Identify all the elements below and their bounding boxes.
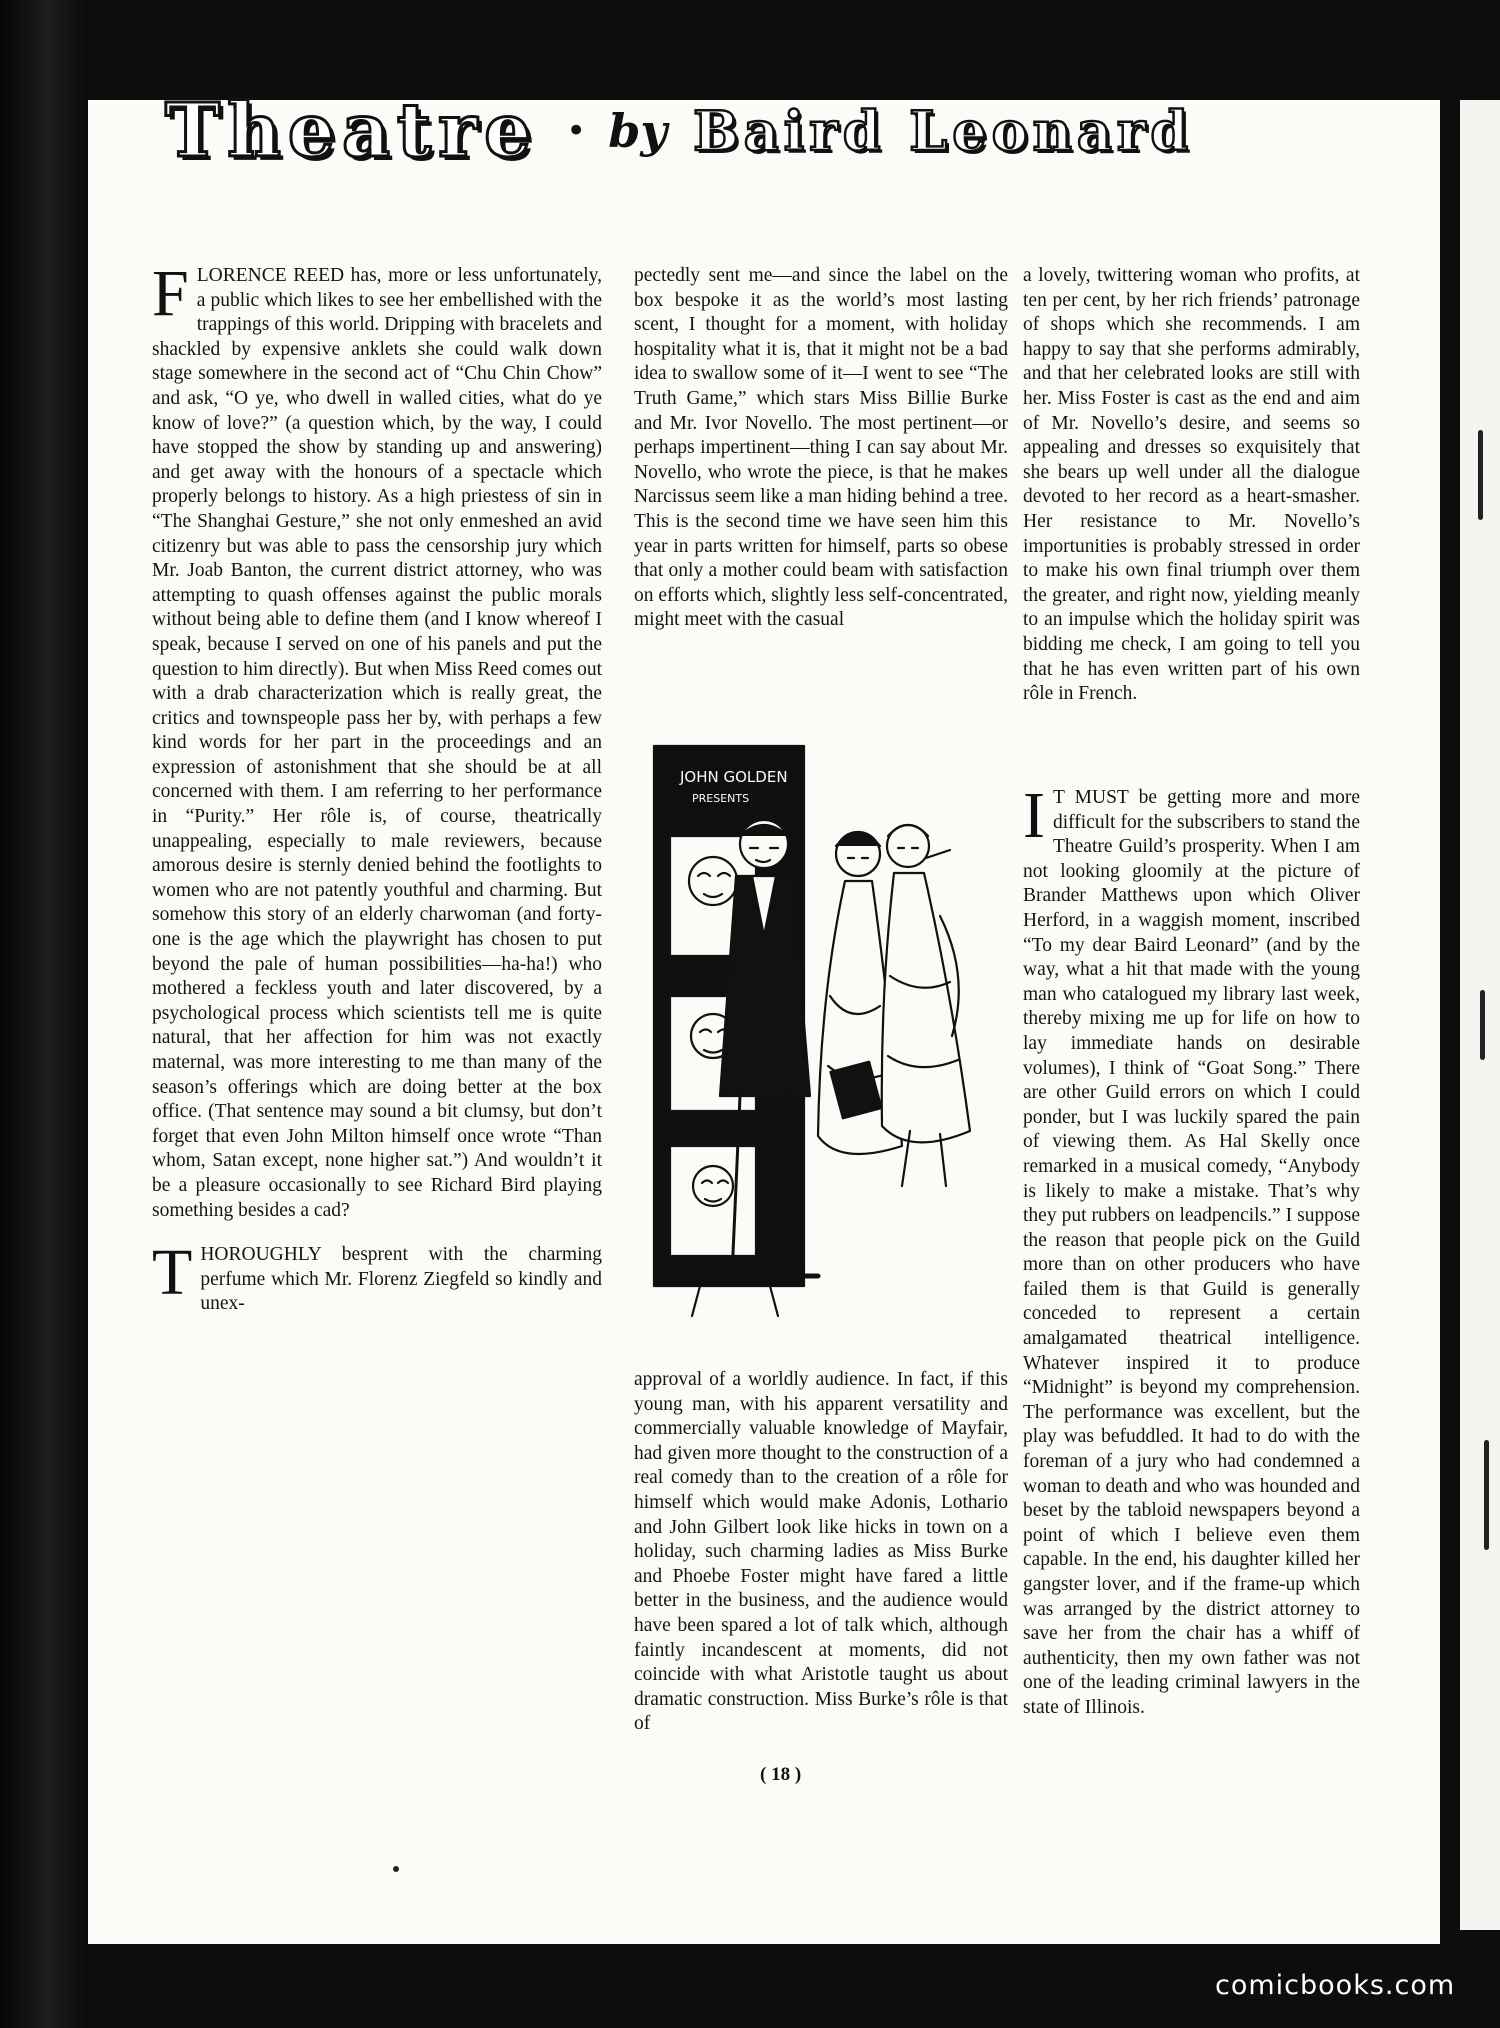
paragraph-theatre-guild	[1023, 779, 1360, 1721]
scan-left-edge	[0, 0, 88, 2028]
column-1	[152, 257, 602, 1317]
paragraph-text: HOROUGHLY besprent with the charming perfume which Mr. Florenz Ziegfeld so kindly and unex-	[200, 1244, 602, 1315]
paragraph-thoroughly	[152, 1236, 602, 1317]
facing-page-ink	[1484, 1440, 1489, 1550]
drop-cap: T	[152, 1236, 193, 1310]
paragraph-text: a lovely, twittering woman who profits, at ten per cent, by her rich friends’ patronage of shops which she recommends. I am happy to say that she performs admirably, and that her celebrated looks are still with her. Miss Foster is cast as the end and aim of Mr. Novello’s desire, and seems so appealing and dresses so exquisitely that she bears up well under all the dialogue devoted to her record as a heart-smasher. Her resistance to Mr. Novello’s importunities is probably stressed in order to make his own final triumph over them the greater, and right now, yielding meanly to an impulse which the holiday spirit was bidding me check, I am going to tell you that he has even written part of his own rôle in French.	[1023, 265, 1360, 705]
facing-page-ink	[1480, 990, 1485, 1060]
easel-leg	[692, 1286, 700, 1316]
column-3-bottom	[1023, 779, 1360, 1721]
column-2-top	[634, 264, 1008, 633]
easel-leg	[770, 1286, 778, 1316]
article-heading	[165, 86, 1345, 176]
heading-title: Theatre	[165, 88, 539, 174]
paragraph-text: LORENCE REED has, more or less unfortunately, a public which likes to see her embellished with the trappings of this world. Dripping with bracelets and shackled by expensive anklets she could walk down stage somewhere in the second act of “Chu Chin Chow” and ask, “O ye, who dwell in walled cities, what do ye know of love?” (a question which, by the way, I could have stopped the show by standing up and answering) and get away with the honours of a spectacle which properly belongs to history. As a high priestess of sin in “The Shanghai Gesture,” she not only enmeshed an avid citizenry but was able to pass the censorship jury which Mr. Joab Banton, the current district attorney, who was attempting to quash offenses against the public morals without being able to define them (and I know whereof I speak, because I served on one of his panels and put the question to him directly). But when Miss Reed comes out with a drab characterization which is really great, the critics and townspeople pass her by, with perhaps a few kind words for her part in the proceedings and an expression of astonishment that she should be at all concerned with them. I am referring to her performance in “Purity.” Her rôle is, of course, theatrically unappealing, especially to male reviewers, because amorous desire is sternly denied behind the footlights to women who are not patently youthful and charming. But somehow this story of an elderly charwoman (and forty-one is the age which the playwright has chosen to put beyond the pale of human possibilities—ha-ha!) who mothered a feckless youth and later discovered, by a psychological process which scientists tell me is quite natural, that her affection for him was not exactly maternal, was more interesting to me than many of the season’s offerings which are doing better at the box office. (That sentence may sound a bit clumsy, but don’t forget that even John Milton himself once wrote “Than whom, Satan except, none higher sat.”) And wouldn’t it be a pleasure occasionally to see Richard Bird playing something besides a cad?	[152, 265, 602, 1221]
poster-sign-line1: JOHN GOLDEN	[680, 768, 788, 786]
paragraph-text: pectedly sent me—and since the label on the box bespoke it as the world’s most lasting scent, I thought for a moment, with holiday hospitality what it is, that it might not be a bad idea to swallow some of it—I went to see “The Truth Game,” which stars Miss Billie Burke and Mr. Ivor Novello. The most pertinent—or perhaps impertinent—thing I can say about Mr. Novello, who wrote the piece, is that he makes Narcissus seem like a man hiding behind a tree. This is the second time we have seen him this year in parts written for himself, parts so obese that only a mother could beam with satisfaction on efforts which, slightly less self-concentrated, might meet with the casual	[634, 265, 1008, 631]
watermark: comicbooks.com	[1215, 1970, 1456, 2001]
drop-cap: F	[152, 257, 189, 330]
caricature-illustration	[640, 736, 990, 1326]
paragraph-text: approval of a worldly audience. In fact, if this young man, with his apparent versatility and commercially valuable knowledge of Mayfair, had given more thought to the construction of a real comedy than to the creation of a rôle for himself which would make Adonis, Lothario and John Gilbert look like hicks in town on a holiday, such charming ladies as Miss Burke and Phoebe Foster might have fared a little better in the business, and the audience would have been spared a lot of talk which, although faintly incandescent at moments, did not coincide with what Aristotle taught us about dramatic construction. Miss Burke’s rôle is that of	[634, 1369, 1008, 1735]
paragraph-florence-reed	[152, 257, 602, 1223]
heading-byline-by: by	[608, 104, 668, 158]
poster-sign-line2: PRESENTS	[692, 792, 750, 805]
page-number: ( 18 )	[760, 1764, 802, 1785]
print-speck	[393, 1866, 399, 1872]
facing-page-edge	[1460, 100, 1500, 1930]
column-3-top	[1023, 264, 1360, 707]
drop-cap: I	[1023, 779, 1045, 852]
paragraph-text: T MUST be getting more and more difficult for the subscribers to stand the Theatre Guild’s prosperity. When I am not looking gloomily at the picture of Brander Matthews upon which Oliver Herford, in a waggish moment, inscribed “To my dear Baird Leonard” (and by the way, what a hit that made with the young man who catalogued my library last week, thereby mixing me up for life on how to lay immediate hands on desirable volumes), I think of “Goat Song.” There are other Guild errors on which I could ponder, but I was luckily spared the pain of viewing them. As Hal Skelly once remarked in a musical comedy, “Anybody is likely to make a mistake. That’s why they put rubbers on leadpencils.” I suppose the reason that people pick on the Guild more than on other producers who have failed them is that Guild is generally conceded to represent a certain amalgamated theatrical intelligence. Whatever inspired it to produce “Midnight” is beyond my comprehension. The performance was excellent, but the play was befuddled. It had to do with the foreman of a jury who had condemned a woman to death and who was hounded and beset by the tabloid newspapers beyond a point of which I believe even them capable. In the end, his daughter killed her gangster lover, and if the frame-up which was arranged by the district attorney to save her from the chair has a whiff of authenticity, then my own father was not one of the leading criminal lawyers in the state of Illinois.	[1023, 787, 1360, 1718]
heading-separator: •	[566, 111, 587, 151]
column-2-bottom	[634, 1368, 1008, 1737]
facing-page-ink	[1478, 430, 1483, 520]
heading-author: Baird Leonard	[693, 99, 1194, 163]
